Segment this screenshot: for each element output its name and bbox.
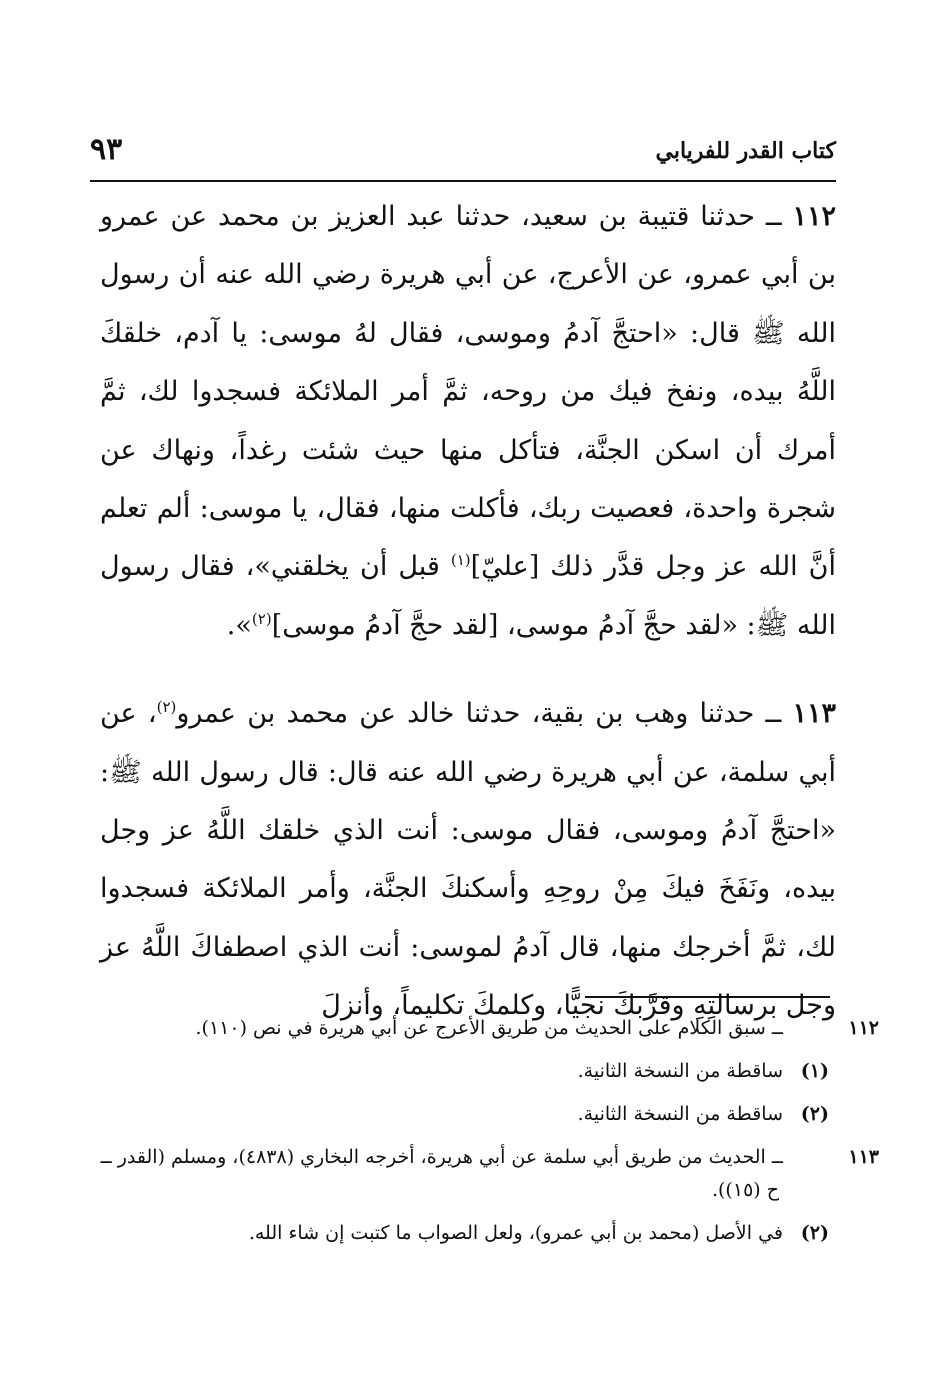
book-title: كتاب القدر للفريابي (655, 138, 836, 164)
hadith-text: قبل أن يخلقني»، فقال رسول الله ﷺ: «لقد حجَّ آدمُ موسى، [لقد حجَّ آدمُ موسى] (100, 551, 836, 641)
footnote-text: ــ سبق الكلام على الحديث من طريق الأعرج عن أبي هريرة في نص (١١٠). (195, 1017, 783, 1039)
hadith-number: ١١٣ (792, 698, 836, 730)
footnote (100, 1098, 829, 1131)
footnote-divider (585, 996, 830, 998)
footnote-text: ساقطة من النسخة الثانية. (577, 1103, 783, 1125)
footnotes (100, 1012, 879, 1260)
hadith-text: ، عن أبي سلمة، عن أبي هريرة رضي الله عنه قال: قال رسول الله ﷺ: «احتجَّ آدمُ وموسى، فقال موسى: أنت الذي خلقك اللَّهُ عز وجل بيده، ونَفَخَ فيكَ مِنْ روحِهِ وأسكنكَ الجنَّة، وأمر الملائكة فسجدوا لك، ثمَّ أخرجك منها، قال آدمُ لموسى: أنت الذي اصطفاكَ اللَّهُ عز وجل برسالتِهِ وقرَّبكَ نجيًّا، وكلمكَ تكليماً، وأنزلَ (100, 698, 836, 1022)
hadith-text: ــ حدثنا وهب بن بقية، حدثنا خالد عن محمد بن عمرو (176, 698, 782, 730)
page-number: ٩٣ (90, 132, 123, 167)
footnote-text: في الأصل (محمد بن أبي عمرو)، ولعل الصواب ما كتبت إن شاء الله. (248, 1222, 783, 1244)
footnote-mark: ١١٢ (848, 1017, 879, 1039)
footnote-mark: (٢) (800, 1103, 829, 1125)
footnote (100, 1012, 879, 1045)
footnote-mark: (٢) (800, 1222, 829, 1244)
hadith-text: ». (226, 609, 252, 641)
footnote-mark: ١١٣ (848, 1146, 879, 1168)
hadith-113 (100, 685, 836, 1035)
hadith-text: ــ حدثنا قتيبة بن سعيد، حدثنا عبد العزيز بن محمد عن عمرو بن أبي عمرو، عن الأعرج، عن أبي هريرة رضي الله عنه أن رسول الله ﷺ قال: «احتجَّ آدمُ وموسى، فقال لهُ موسى: يا آدم، خلقكَ اللَّهُ بيده، ونفخ فيك من روحه، ثمَّ أمر الملائكة فسجدوا لك، ثمَّ أمرك أن اسكن الجنَّة، فتأكل منها حيث شئت رغداً، ونهاك عن شجرة واحدة، فعصيت ربك، فأكلت منها، فقال، يا موسى: ألم تعلم أنَّ الله عز وجل قدَّر ذلك [عليّ] (100, 201, 836, 583)
footnote-ref: (٢) (156, 698, 177, 717)
running-header (90, 130, 836, 182)
footnote (100, 1141, 879, 1207)
footnote (100, 1055, 829, 1088)
footnote-text: ساقطة من النسخة الثانية. (577, 1060, 783, 1082)
footnote-mark: (١) (800, 1060, 829, 1082)
footnote-ref: (١) (450, 551, 471, 570)
main-text (100, 188, 836, 1036)
hadith-number: ١١٢ (792, 201, 836, 232)
footnote-text: ــ الحديث من طريق أبي سلمة عن أبي هريرة، أخرجه البخاري (٤٨٣٨)، ومسلم (القدر ــ ح (١٥)). (100, 1146, 783, 1201)
footnote (100, 1217, 829, 1250)
hadith-112 (100, 188, 836, 655)
footnote-ref: (٢) (251, 609, 272, 628)
